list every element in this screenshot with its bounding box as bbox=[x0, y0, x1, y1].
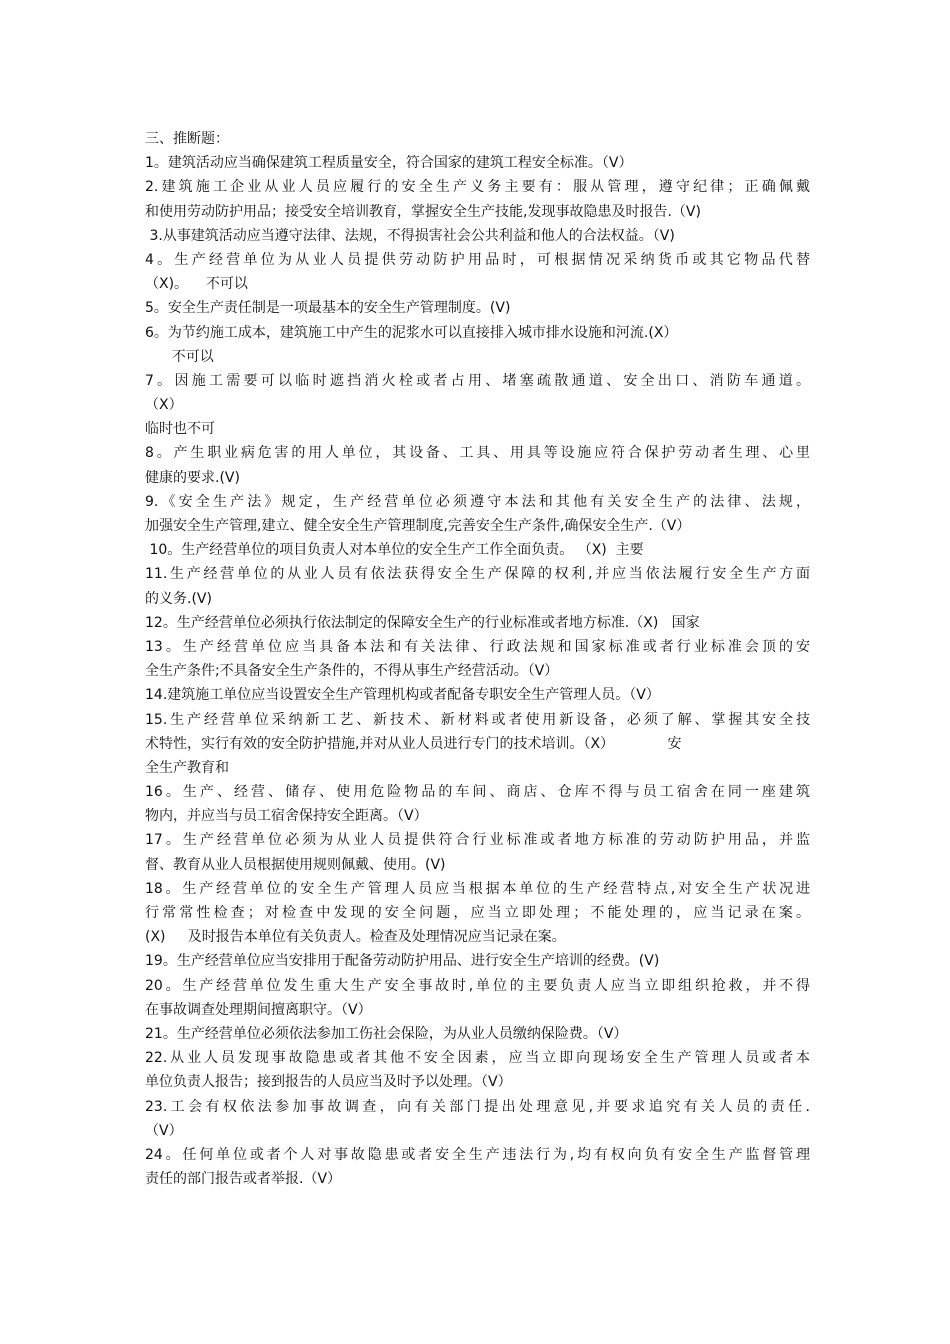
document-body bbox=[145, 127, 810, 1191]
question-20-line-2: 在事故调查处理期间擅离职守。（V） bbox=[145, 1001, 372, 1018]
question-16-line-1: 16。生产、经营、储存、使用危险物品的车间、商店、仓库不得与员工宿舍在同一座建筑 bbox=[145, 784, 810, 801]
question-9-line-1: 9.《安全生产法》规定，生产经营单位必须遵守本法和其他有关安全生产的法律、法规， bbox=[145, 493, 810, 510]
question-14: 14.建筑施工单位应当设置安全生产管理机构或者配备专职安全生产管理人员。（V） bbox=[145, 687, 660, 704]
question-15-line-1: 15.生产经营单位采纳新工艺、新技术、新材料或者使用新设备，必须了解、掌握其安全技 bbox=[145, 711, 810, 728]
question-17-line-2: 督、教育从业人员根据使用规则佩戴、使用。(V) bbox=[145, 856, 446, 873]
question-7-note: 临时也不可 bbox=[145, 421, 215, 438]
question-5: 5。安全生产责任制是一项最基本的安全生产管理制度。(V) bbox=[145, 300, 511, 317]
question-7-line-2: （X） bbox=[145, 397, 183, 414]
question-8-line-2: 健康的要求.(V) bbox=[145, 469, 240, 486]
question-2-line-1: 2.建筑施工企业从业人员应履行的安全生产义务主要有：服从管理，遵守纪律；正确佩戴 bbox=[145, 179, 810, 196]
question-24-line-2: 责任的部门报告或者举报.（V） bbox=[145, 1171, 342, 1188]
question-1: 1。建筑活动应当确保建筑工程质量安全，符合国家的建筑工程安全标准。（V） bbox=[145, 155, 633, 172]
question-20-line-1: 20。生产经营单位发生重大生产安全事故时,单位的主要负责人应当立即组织抢救，并不得 bbox=[145, 977, 810, 994]
question-24-line-1: 24。任何单位或者个人对事故隐患或者安全生产违法行为,均有权向负有安全生产监督管理 bbox=[145, 1146, 810, 1163]
question-18-line-2: 行常常性检查；对检查中发现的安全问题，应当立即处理；不能处理的，应当记录在案。 bbox=[145, 905, 810, 921]
question-10: 10。生产经营单位的项目负责人对本单位的安全生产工作全面负责。 （X) 主要 bbox=[145, 542, 644, 559]
question-3: 3.从事建筑活动应当遵守法律、法规，不得损害社会公共利益和他人的合法权益。（V) bbox=[145, 227, 675, 244]
question-18-line-1: 18。生产经营单位的安全生产管理人员应当根据本单位的生产经营特点,对安全生产状况进 bbox=[145, 880, 810, 897]
question-15-line-2: 术特性，实行有效的安全防护措施,并对从业人员进行专门的技术培训。（X） 安 bbox=[145, 735, 682, 752]
question-13-line-2: 全生产条件;不具备安全生产条件的，不得从事生产经营活动。（V） bbox=[145, 663, 559, 680]
question-23-line-2: （V） bbox=[145, 1122, 183, 1139]
question-21: 21。生产经营单位必须依法参加工伤社会保险，为从业人员缴纳保险费。（V） bbox=[145, 1025, 628, 1042]
question-17-line-1: 17。生产经营单位必须为从业人员提供符合行业标准或者地方标准的劳动防护用品，并监 bbox=[145, 832, 810, 849]
question-13-line-1: 13。生产经营单位应当具备本法和有关法律、行政法规和国家标准或者行业标准会顶的安 bbox=[145, 638, 810, 655]
question-6-line-1: 6。为节约施工成本，建筑施工中产生的泥浆水可以直接排入城市排水设施和河流.(X） bbox=[145, 324, 678, 341]
question-11-line-1: 11.生产经营单位的从业人员有依法获得安全生产保障的权利,并应当依法履行安全生产方面 bbox=[145, 566, 810, 583]
question-18-line-3: (X) 及时报告本单位有关负责人。检查及处理情况应当记录在案。 bbox=[145, 929, 566, 946]
question-23-line-1: 23.工会有权依法参加事故调查，向有关部门提出处理意见,并要求追究有关人员的责任. bbox=[145, 1098, 810, 1115]
question-11-line-2: 的义务.(V) bbox=[145, 590, 212, 607]
question-2-line-2: 和使用劳动防护用品；接受安全培训教育，掌握安全生产技能,发现事故隐患及时报告.（V) bbox=[145, 203, 701, 220]
question-9-line-2: 加强安全生产管理,建立、健全安全生产管理制度,完善安全生产条件,确保安全生产.（V） bbox=[145, 518, 691, 534]
question-15-note: 全生产教育和 bbox=[145, 759, 229, 776]
question-22-line-1: 22.从业人员发现事故隐患或者其他不安全因素，应当立即向现场安全生产管理人员或者本 bbox=[145, 1050, 810, 1067]
question-7-line-1: 7。因施工需要可以临时遮挡消火栓或者占用、堵塞疏散通道、安全出口、消防车通道。 bbox=[145, 372, 810, 389]
section-heading: 三、推断题： bbox=[145, 131, 229, 147]
question-16-line-2: 物内，并应当与员工宿舍保持安全距离。（V） bbox=[145, 808, 428, 825]
question-22-line-2: 单位负责人报告；接到报告的人员应当及时予以处理。（V） bbox=[145, 1074, 512, 1091]
question-4-line-1: 4。生产经营单位为从业人员提供劳动防护用品时，可根据情况采纳货币或其它物品代替 bbox=[145, 251, 810, 268]
question-4-line-2: （X)。 不可以 bbox=[145, 276, 248, 293]
question-8-line-1: 8。产生职业病危害的用人单位，其设备、工具、用具等设施应符合保护劳动者生理、心里 bbox=[145, 445, 810, 462]
question-19: 19。生产经营单位应当安排用于配备劳动防护用品、进行安全生产培训的经费。(V) bbox=[145, 953, 660, 970]
question-12: 12。生产经营单位必须执行依法制定的保障安全生产的行业标准或者地方标准.（X) 国家 bbox=[145, 614, 700, 631]
question-6-note: 不可以 bbox=[145, 348, 214, 365]
